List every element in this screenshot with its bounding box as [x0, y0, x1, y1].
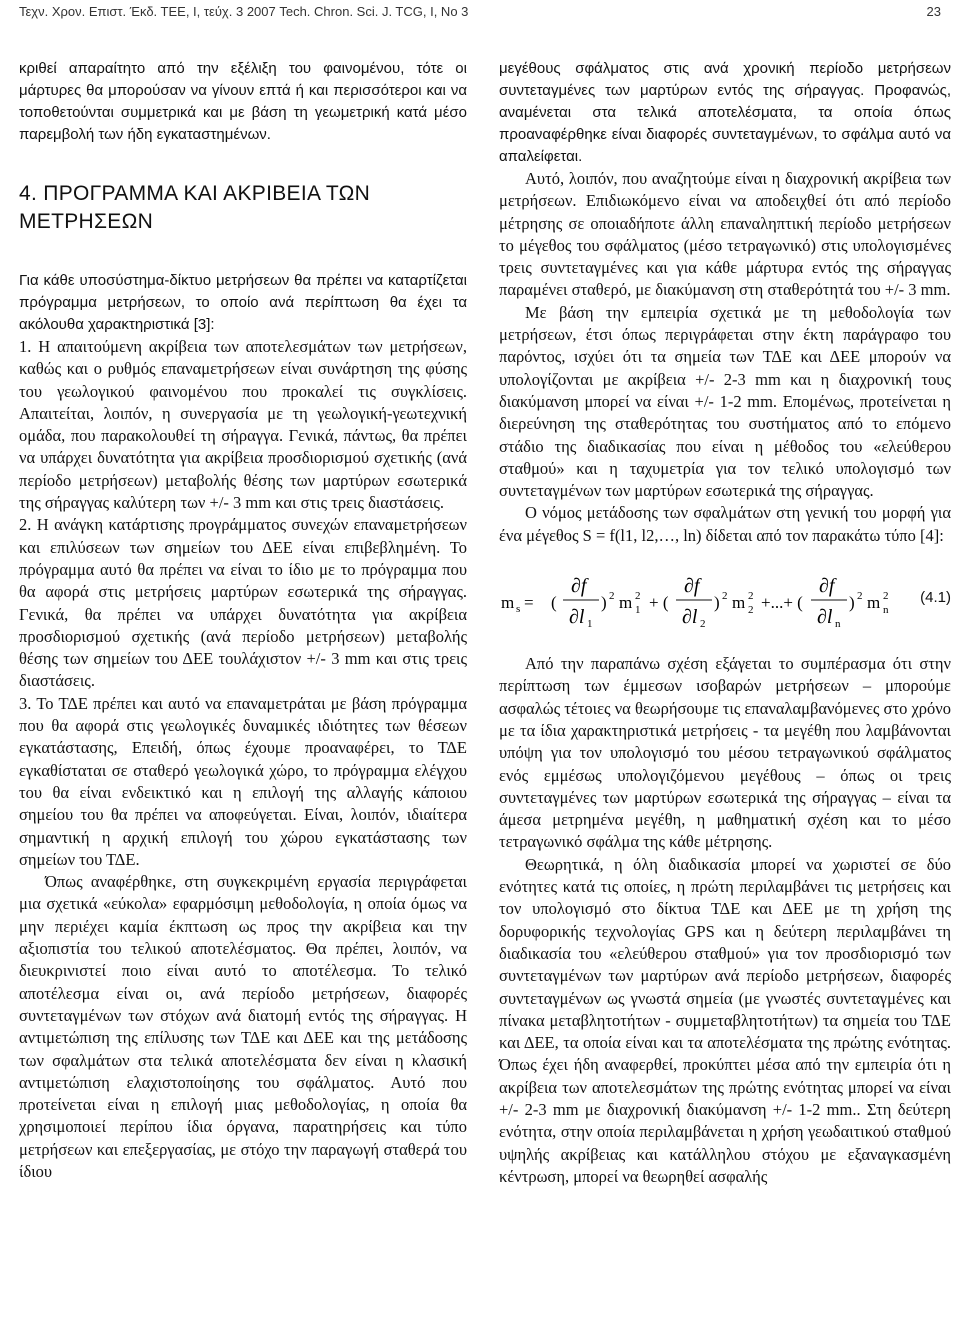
- equation-graphic: [499, 559, 899, 645]
- svg-text:2: 2: [635, 590, 641, 603]
- svg-text:): ): [849, 593, 855, 613]
- equation-number: (4.1): [920, 589, 951, 607]
- svg-text:=: =: [524, 593, 534, 613]
- right-paragraph-5: Από την παραπάνω σχέση εξάγεται το συμπέρασμα ότι στην περίπτωση των έμμεσων ισοβαρών μετρήσεων – μπορούμε ασφαλώς τέτοιες να θεωρήσουμε τις επαναλαμβανόμενες στο χρόνο με τα ίδια χαρακτηριστικά μετρήσεις - τα μεγέθη που λαμβάνονται υπόψη για τον υπολογισμό του μέσου τετραγωνικού σφάλματος ενός εμμέσως υπολογιζόμενου μεγέθους – όπως οι τρεις συντεταγμένες των μαρτύρων εσωτερικά της σήραγγας – είναι τα άμεσα μετρημένα μεγέθη, η μαθηματική σχέση και το μέσο τετραγωνικό σφάλμα της κάθε μέτρησης.: [499, 654, 951, 852]
- svg-text:∂l: ∂l: [682, 606, 698, 629]
- svg-text:1: 1: [587, 618, 593, 631]
- svg-text:n: n: [883, 604, 889, 617]
- list-item-1: 1. Η απαιτούμενη ακρίβεια των αποτελεσμάτων των μετρήσεων, καθώς και ο ρυθμός επαναμετρήσεων είναι συνάρτηση της φύσης του γεωλογικού φαινομένου που προκαλεί τις συγκλίσεις. Απαιτείται, λοιπόν, η συνεργασία με τη γεωλογική-γεωτεχνική ομάδα, που παρακολουθεί τη σήραγγα. Γενικά, πάντως, θα πρέπει να υπάρχει δυνατότητα για ακρίβεια προσδιορισμού σχετικής (ανά περίοδο μετρήσεων) μεταβολής θέσης των μαρτύρων εσωτερικά της σήραγγας καλύτερη των +/- 3 mm και στις τρεις διαστάσεις.: [19, 337, 467, 513]
- journal-citation: Τεχν. Χρον. Επιστ. Έκδ. ΤΕΕ, I, τεύχ. 3 2007 Tech. Chron. Sci. J. TCG, I, No 3: [19, 4, 469, 19]
- right-paragraph-3: Με βάση την εμπειρία σχετικά με τη μεθοδολογία των μετρήσεων, έτσι όπως περιγράφεται στην έκτη παράγραφο του παρόντος, ισχύει ότι τα σημεία των ΤΔΕ και ΔΕΕ μπορούν να υπολογίζονται με ακρίβεια +/- 2-3 mm και η διαχρονική τους διακύμανση μπορεί να είναι +/- 1-2 mm. Επομένως, προτείνεται η διερεύνηση της σταθερότητας του συστήματος από το επόμενο στάδιο της διαδικασίας που είναι η μέθοδος του «ελεύθερου σταθμού» και η ταχυμετρία για τον τελικό υπολογισμό των συντεταγμένων των μαρτύρων εσωτερικά της σήραγγας.: [499, 302, 951, 501]
- right-paragraph-2: Αυτό, λοιπόν, που αναζητούμε είναι η διαχρονική ακρίβεια των μετρήσεων. Επιδιωκόμενο είναι να αποδειχθεί ότι από περίοδο μέτρησης σε οποιαδήποτε άλλη επαναληπτική περίοδο μετρήσεων το μέγεθος του σφάλματος (μέσο τετραγωνικό) στις υπολογισμένες τρεις συντεταγμένες και για κάθε μάρτυρα εντός της σήραγγας παραμένει σταθερό, με διακύμανση στη σταθερότητά του +/- 3 mm.: [499, 169, 951, 300]
- svg-text:2: 2: [883, 590, 889, 603]
- svg-text:∂l: ∂l: [569, 606, 585, 629]
- page-number: 23: [926, 4, 941, 19]
- svg-text:m: m: [732, 593, 746, 613]
- svg-text:s: s: [516, 603, 521, 616]
- svg-text:2: 2: [857, 590, 863, 603]
- right-paragraph-4: Ο νόμος μετάδοσης των σφαλμάτων στη γενική του μορφή για ένα μέγεθος S = f(l1, l2,…, ln) δίδεται από τον παρακάτω τύπο [4]:: [499, 503, 951, 545]
- svg-text:2: 2: [722, 590, 728, 603]
- list-item-2: 2. Η ανάγκη κατάρτισης προγράμματος συνεχών επαναμετρήσεων και επιλύσεων των σημείων του ΔΕΕ είναι επιβεβλημένη. Το πρόγραμμα αυτό θα πρέπει να είναι το ίδιο με το πρόγραμμα που θα αφορά στις μετρήσεις μαρτύρων εσωτερικά της σήραγγας. Γενικά, θα πρέπει να υπάρχει δυνατότητα για ακρίβεια προσδιορισμού σχετικής (ανά περίοδο μετρήσεων) μεταβολής θέσης των σημείων του ΔΕΕ τουλάχιστον +/- 3 mm και στις τρεις διαστάσεις.: [19, 515, 467, 691]
- svg-text:2: 2: [748, 604, 754, 617]
- left-paragraph-2: Για κάθε υποσύστημα-δίκτυο μετρήσεων θα πρέπει να καταρτίζεται πρόγραμμα μετρήσεων, το οποίο ανά περίπτωση θα έχει τα ακόλουθα χαρακτηριστικά [3]:: [19, 272, 467, 333]
- svg-text:1: 1: [635, 604, 641, 617]
- right-column: [499, 58, 951, 1188]
- section-title-line-1: 4. ΠΡΟΓΡΑΜΜΑ ΚΑΙ ΑΚΡΙΒΕΙΑ ΤΩΝ: [19, 182, 371, 205]
- error-propagation-equation: [499, 559, 951, 645]
- left-paragraph-1: κριθεί απαραίτητο από την εξέλιξη του φαινομένου, τότε οι μάρτυρες θα μπορούσαν να γίνουν επτά ή και περισσότεροι και να τοποθετούνται συμμετρικά και με βάση τη γεωμετρική κατά μέσο παρεμβολή των ήδη εγκαταστημένων.: [19, 60, 467, 143]
- section-title-line-2: ΜΕΤΡΗΣΕΩΝ: [19, 210, 154, 233]
- svg-text:∂f: ∂f: [684, 575, 700, 598]
- svg-text:m: m: [501, 593, 515, 613]
- list-item-3: 3. Το ΤΔΕ πρέπει και αυτό να επαναμετράται με βάση πρόγραμμα που θα αφορά στις γεωλογικές δυναμικές ιδιότητες των θέσεων εγκατάστασης, Επειδή, όπως έχουμε προαναφέρει, το ΤΔΕ εγκαθίσταται σε σταθερό γεωλογικά χώρο, το πρόγραμμα ελέγχου του θα είναι ενδεικτικό και η επιλογή της αλλαγής κάποιου σημείου του θα πρέπει να αποφεύγεται. Είναι, λοιπόν, ιδιαίτερα σημαντική η αρχική επιλογή του χώρου εγκατάστασης των σημείων του ΤΔΕ.: [19, 693, 467, 869]
- svg-text:∂f: ∂f: [819, 575, 835, 598]
- right-paragraph-1: μεγέθους σφάλματος στις ανά χρονική περίοδο μετρήσεων συντεταγμένες των μαρτύρων εντός της σήραγγας. Προφανώς, αναμένεται στα τελικά αποτελέσματα, τα οποία όπως προαναφέρθηκε είναι διαφορές συντεταγμένων, το σφάλμα αυτό να απαλείφεται.: [499, 60, 951, 165]
- svg-text:(: (: [551, 593, 557, 613]
- left-column: [19, 58, 467, 1183]
- svg-text:2: 2: [609, 590, 615, 603]
- svg-text:n: n: [835, 618, 841, 631]
- svg-text:∂l: ∂l: [817, 606, 833, 629]
- svg-text:+...+ (: +...+ (: [761, 593, 803, 613]
- svg-text:+ (: + (: [649, 593, 669, 613]
- svg-text:∂f: ∂f: [571, 575, 587, 598]
- svg-text:): ): [714, 593, 720, 613]
- section-title: [19, 180, 467, 236]
- svg-text:): ): [601, 593, 607, 613]
- svg-text:2: 2: [748, 590, 754, 603]
- svg-text:2: 2: [700, 618, 706, 631]
- right-paragraph-6: Θεωρητικά, η όλη διαδικασία μπορεί να χωριστεί σε δύο ενότητες κατά τις οποίες, η πρώτη περιλαμβάνει τις μετρήσεις και τον υπολογισμό στο δίκτυα ΤΔΕ και ΔΕΕ με τη χρήση της δορυφορικής τεχνολογίας GPS και η δεύτερη περιλαμβάνει τη διαδικασία του «ελεύθερου σταθμού» για τον προσδιορισμό των συντεταγμένων των μαρτύρων ανά περίοδο μετρήσεων, διαφορές συντεταγμένων ως γνωστά σημεία (με γνωστές συντεταγμένες και πίνακα μεταβλητοτήτων - συμμεταβλητοτήτων) τα σημεία του ΤΔΕ και ΔΕΕ, τα οποία είναι και τα αποτελέσματα της πρώτης ενότητας. Όπως έχει ήδη αναφερθεί, προκύπτει μέσα από την εμπειρία ότι η ακρίβεια των αποτελεσμάτων της πρώτης ενότητας μπορεί να είναι +/- 2-3 mm με διαχρονική διακύμανση +/- 1-2 mm.. Στη δεύτερη ενότητα, στην οποία περιλαμβάνεται η χρήση γεωδαιτικού σταθμού υψηλής ακρίβειας και κατάλληλου στόχου με εξαναγκασμένη κέντρωση, μπορεί να θεωρηθεί ασφαλής: [499, 854, 951, 1186]
- running-header: [19, 0, 941, 26]
- left-paragraph-3: Όπως αναφέρθηκε, στη συγκεκριμένη εργασία περιγράφεται μια σχετικά «εύκολα» εφαρμόσιμη μεθοδολογία, η οποία όμως να μην περιέχει καμία έκπτωση ως προς την ακρίβεια και την αξιοπιστία του τελικού αποτελέσματος. Θα πρέπει, λοιπόν, να διευκρινιστεί ποιο είναι αυτό το αποτέλεσμα. Το τελικό αποτέλεσμα είναι οι, ανά περίοδο μετρήσεων, διαφορές συντεταγμένων των στόχων ανά διατομή εντός της σήραγγας. Η αντιμετώπιση της επίλυσης των ΤΔΕ και ΔΕΕ και της μετάδοσης των σφαλμάτων στα τελικά αποτελέσματα δεν είναι η κλασική αντιμετώπιση ελαχιστοποίησης του σφάλματος. Αυτό που προτείνεται είναι η επιλογή μιας μεθοδολογίας, η οποία θα χρησιμοποιεί περίπου ίδια όργανα, παρατηρήσεις και τύπο μετρήσεων και επεξεργασίας, με στόχο την παραγωγή σταθερά του ίδιου: [19, 872, 467, 1181]
- svg-text:m: m: [619, 593, 633, 613]
- svg-text:m: m: [867, 593, 881, 613]
